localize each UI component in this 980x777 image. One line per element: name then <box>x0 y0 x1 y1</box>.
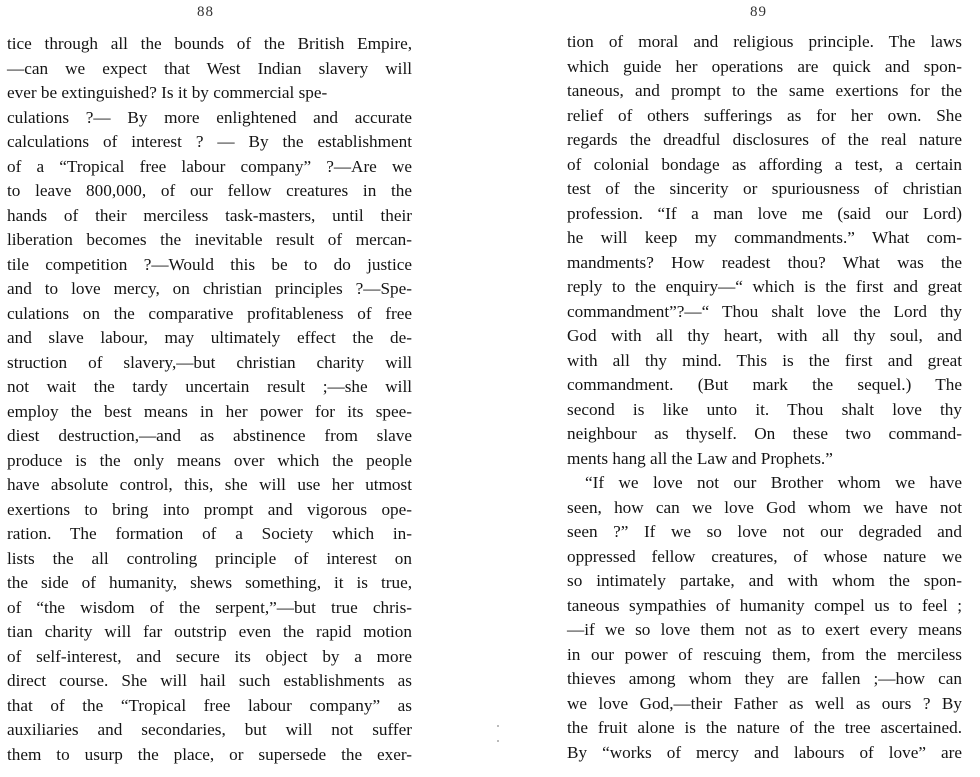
right-text-line: which guide her operations are quick and spon- <box>567 56 962 76</box>
page-number-right: 89 <box>750 4 767 20</box>
right-text-line: so intimately partake, and with whom the spon- <box>567 571 962 590</box>
right-text-line: of colonial bondage as affording a test, a certain <box>567 154 962 174</box>
left-text-line: them to usurp the place, or supersede the exer- <box>7 744 412 764</box>
right-text-line: the fruit alone is the nature of the tree ascertained. <box>567 718 962 737</box>
right-text-line: seen ?” If we so love not our degraded and <box>567 522 962 541</box>
left-text-line: culations ?— By more enlightened and accurate <box>7 107 412 127</box>
left-text-line: to leave 800,000, of our fellow creatures in the <box>7 181 412 200</box>
right-text-line: relief of others sufferings as for her own. She <box>567 105 962 125</box>
left-text-line: and slave labour, may ultimately effect the de- <box>7 328 412 347</box>
right-text-line: test of the sincerity or spuriousness of christian <box>567 179 962 198</box>
left-text-line: ration. The formation of a Society which in- <box>7 524 412 543</box>
page-number-left: 88 <box>197 4 214 20</box>
right-text-line: taneous, and prompt to the same exertions for the <box>567 81 962 100</box>
left-page-text <box>7 32 412 767</box>
right-text-line: oppressed fellow creatures, of whose nature we <box>567 546 962 566</box>
left-text-line: calculations of interest ? — By the establishment <box>7 132 412 151</box>
left-text-line: tian charity will far outstrip even the rapid motion <box>7 622 412 641</box>
right-text-line: mandments? How readest thou? What was the <box>567 252 962 272</box>
left-text-line: culations on the comparative profitableness of free <box>7 303 412 323</box>
right-text-line: regards the dreadful disclosures of the real nature <box>567 130 962 149</box>
right-text-line: we love God,—their Father as well as ours ? By <box>567 693 962 713</box>
right-text-line: seen, how can we love God whom we have not <box>567 497 962 517</box>
right-text-line: profession. “If a man love me (said our Lord) <box>567 203 962 223</box>
right-text-line: “If we love not our Brother whom we have <box>585 473 962 492</box>
right-text-line: with all thy mind. This is the first and great <box>567 350 962 370</box>
left-text-line: of “the wisdom of the serpent,”—but true chris- <box>7 597 412 617</box>
left-text-line: that of the “Tropical free labour company” as <box>7 695 412 715</box>
right-text-line: taneous sympathies of humanity compel us to feel ; <box>567 595 962 615</box>
left-text-line: hands of their merciless task-masters, until their <box>7 205 412 225</box>
right-text-line: By “works of mercy and labours of love” are <box>567 742 962 762</box>
left-text-line: lists the all controling principle of interest on <box>7 548 412 568</box>
left-text-line: auxiliaries and secondaries, but will not suffer <box>7 720 412 739</box>
right-text-line: thieves among whom they are fallen ;—how can <box>567 669 962 688</box>
left-text-line: not wait the tardy uncertain result ;—she will <box>7 377 412 396</box>
right-text-line: in our power of rescuing them, from the merciless <box>567 644 962 664</box>
left-text-line: tile competition ?—Would this be to do justice <box>7 254 412 274</box>
left-text-line: the side of humanity, shews something, it is true, <box>7 573 412 592</box>
left-text-line: of a “Tropical free labour company” ?—Are we <box>7 156 412 176</box>
right-text-line: God with all thy heart, with all thy soul, and <box>567 326 962 345</box>
left-text-line: direct course. She will hail such establishments as <box>7 671 412 690</box>
left-text-line: struction of slavery,—but christian charity will <box>7 352 412 372</box>
right-page-text <box>567 30 962 765</box>
right-text-line: reply to the enquiry—“ which is the first and great <box>567 277 962 296</box>
left-text-line: exertions to bring into prompt and vigorous ope- <box>7 499 412 519</box>
left-text-line: ever be extinguished? Is it by commercial spe- <box>7 83 328 102</box>
left-text-line: —can we expect that West Indian slavery will <box>7 58 412 78</box>
right-text-line: —if we so love them not as to exert every means <box>567 620 962 639</box>
right-text-line: neighbour as thyself. On these two command- <box>567 424 962 443</box>
right-text-line: ments hang all the Law and Prophets.” <box>567 448 833 468</box>
right-page <box>490 0 980 777</box>
left-text-line: employ the best means in her power for its spee- <box>7 401 412 421</box>
right-text-line: commandment”?—“ Thou shalt love the Lord thy <box>567 301 962 321</box>
right-text-line: commandment. (But mark the sequel.) The <box>567 375 962 394</box>
left-text-line: and to love mercy, on christian principles ?—Spe- <box>7 279 412 298</box>
left-text-line: produce is the only means over which the people <box>7 450 412 470</box>
left-text-line: liberation becomes the inevitable result of mercan- <box>7 230 412 249</box>
left-text-line: tice through all the bounds of the British Empire, <box>7 34 412 53</box>
left-text-line: have absolute control, this, she will use her utmost <box>7 475 412 494</box>
right-text-line: second is like unto it. Thou shalt love thy <box>567 399 962 419</box>
left-text-line: of self-interest, and secure its object by a more <box>7 646 412 666</box>
right-text-line: he will keep my commandments.” What com- <box>567 228 962 247</box>
left-text-line: diest destruction,—and as abstinence from slave <box>7 426 412 445</box>
right-text-line: tion of moral and religious principle. The laws <box>567 32 962 51</box>
